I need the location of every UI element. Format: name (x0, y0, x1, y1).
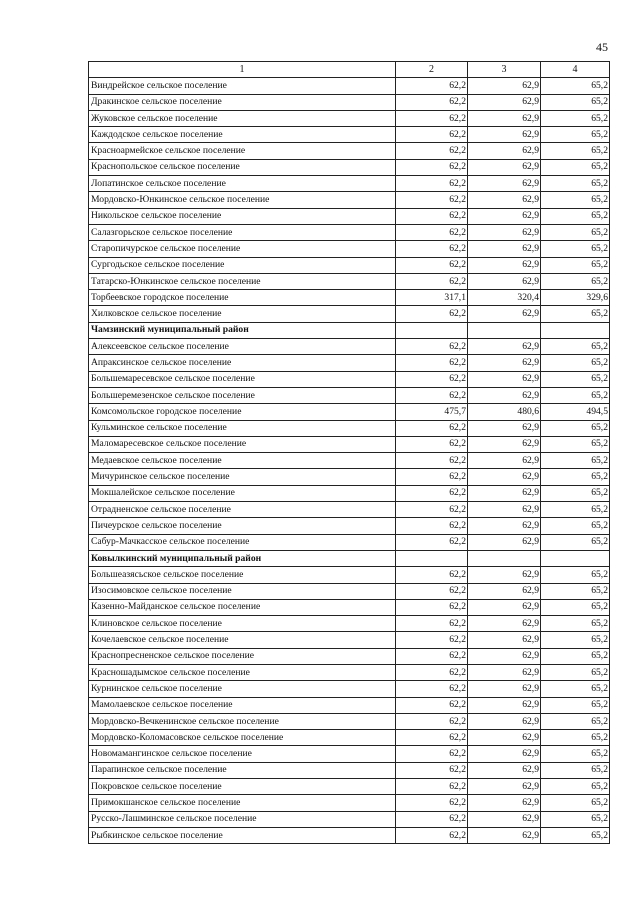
table-row (89, 404, 610, 420)
row-value-cell-4: 65,2 (541, 616, 610, 632)
table-row (89, 159, 610, 175)
table-row (89, 518, 610, 534)
row-value-cell-3: 62,9 (468, 436, 541, 452)
row-value-cell-2: 317,1 (396, 290, 468, 306)
table-row (89, 762, 610, 778)
row-name-cell: Ковылкинский муниципальный район (89, 550, 396, 566)
row-value-cell-2: 62,2 (396, 127, 468, 143)
row-value-cell-3: 62,9 (468, 127, 541, 143)
table-row (89, 534, 610, 550)
row-name-cell: Мичуринское сельское поселение (89, 469, 396, 485)
row-value-cell-2: 62,2 (396, 159, 468, 175)
row-name-cell: Мордовско-Коломасовское сельское поселение (89, 730, 396, 746)
row-value-cell-3: 62,9 (468, 387, 541, 403)
table-row (89, 697, 610, 713)
row-value-cell-3: 62,9 (468, 192, 541, 208)
row-value-cell-4: 65,2 (541, 583, 610, 599)
row-value-cell-3: 62,9 (468, 355, 541, 371)
table-row (89, 567, 610, 583)
row-value-cell-4: 65,2 (541, 273, 610, 289)
row-value-cell-3: 62,9 (468, 681, 541, 697)
table-row (89, 78, 610, 94)
row-name-cell: Примокшанское сельское поселение (89, 795, 396, 811)
row-name-cell: Лопатинское сельское поселение (89, 176, 396, 192)
table-row (89, 176, 610, 192)
table-row (89, 583, 610, 599)
row-value-cell-4: 65,2 (541, 224, 610, 240)
row-value-cell-4: 65,2 (541, 664, 610, 680)
row-value-cell-2: 62,2 (396, 697, 468, 713)
row-value-cell-4: 65,2 (541, 306, 610, 322)
row-name-cell: Хилковское сельское поселение (89, 306, 396, 322)
row-value-cell-4 (541, 322, 610, 338)
row-name-cell: Большемаресевское сельское поселение (89, 371, 396, 387)
table-row (89, 94, 610, 110)
row-value-cell-3: 62,9 (468, 502, 541, 518)
row-name-cell: Виндрейское сельское поселение (89, 78, 396, 94)
row-value-cell-4: 65,2 (541, 730, 610, 746)
row-value-cell-4: 65,2 (541, 143, 610, 159)
row-value-cell-2: 62,2 (396, 648, 468, 664)
row-value-cell-2: 62,2 (396, 534, 468, 550)
row-value-cell-2: 62,2 (396, 713, 468, 729)
row-value-cell-4: 65,2 (541, 176, 610, 192)
row-value-cell-4: 65,2 (541, 78, 610, 94)
row-value-cell-3: 62,9 (468, 224, 541, 240)
row-value-cell-4: 65,2 (541, 697, 610, 713)
row-value-cell-2: 62,2 (396, 567, 468, 583)
row-value-cell-2: 62,2 (396, 420, 468, 436)
row-value-cell-3 (468, 322, 541, 338)
row-name-cell: Изосимовское сельское поселение (89, 583, 396, 599)
table-row (89, 420, 610, 436)
row-name-cell: Сургодьское сельское поселение (89, 257, 396, 273)
row-value-cell-4: 65,2 (541, 795, 610, 811)
row-value-cell-4 (541, 550, 610, 566)
header-cell-1: 1 (89, 62, 396, 78)
row-value-cell-2: 62,2 (396, 762, 468, 778)
row-value-cell-2: 62,2 (396, 94, 468, 110)
table-row (89, 306, 610, 322)
row-value-cell-2: 62,2 (396, 78, 468, 94)
row-name-cell: Чамзинский муниципальный район (89, 322, 396, 338)
section-row (89, 550, 610, 566)
row-name-cell: Татарско-Юнкинское сельское поселение (89, 273, 396, 289)
row-name-cell: Отрадненское сельское поселение (89, 502, 396, 518)
row-value-cell-2: 62,2 (396, 306, 468, 322)
row-value-cell-2: 62,2 (396, 192, 468, 208)
table-row (89, 208, 610, 224)
row-value-cell-2: 62,2 (396, 746, 468, 762)
row-value-cell-3: 62,9 (468, 632, 541, 648)
row-value-cell-3: 62,9 (468, 534, 541, 550)
row-name-cell: Курнинское сельское поселение (89, 681, 396, 697)
row-value-cell-3: 62,9 (468, 273, 541, 289)
row-name-cell: Старопичурское сельское поселение (89, 241, 396, 257)
row-value-cell-2: 62,2 (396, 795, 468, 811)
row-value-cell-3: 62,9 (468, 697, 541, 713)
row-name-cell: Каждодское сельское поселение (89, 127, 396, 143)
row-value-cell-2: 62,2 (396, 176, 468, 192)
row-value-cell-3: 62,9 (468, 339, 541, 355)
table-row (89, 143, 610, 159)
row-value-cell-2: 62,2 (396, 779, 468, 795)
table-row (89, 730, 610, 746)
row-value-cell-4: 65,2 (541, 110, 610, 126)
table-row (89, 257, 610, 273)
row-name-cell: Апраксинское сельское поселение (89, 355, 396, 371)
row-value-cell-2: 62,2 (396, 469, 468, 485)
row-value-cell-2 (396, 550, 468, 566)
table-row (89, 127, 610, 143)
row-name-cell: Кульминское сельское поселение (89, 420, 396, 436)
row-value-cell-3: 62,9 (468, 746, 541, 762)
row-value-cell-4: 65,2 (541, 192, 610, 208)
row-value-cell-3: 62,9 (468, 518, 541, 534)
table-row (89, 632, 610, 648)
table-row (89, 502, 610, 518)
row-value-cell-4: 65,2 (541, 339, 610, 355)
table-row (89, 371, 610, 387)
row-value-cell-4: 65,2 (541, 127, 610, 143)
row-value-cell-2: 62,2 (396, 273, 468, 289)
row-name-cell: Жуковское сельское поселение (89, 110, 396, 126)
row-value-cell-4: 65,2 (541, 387, 610, 403)
row-value-cell-3: 62,9 (468, 485, 541, 501)
row-value-cell-2: 62,2 (396, 339, 468, 355)
row-value-cell-3: 62,9 (468, 664, 541, 680)
row-name-cell: Мамолаевское сельское поселение (89, 697, 396, 713)
row-name-cell: Большеазясьское сельское поселение (89, 567, 396, 583)
row-value-cell-2: 62,2 (396, 485, 468, 501)
row-name-cell: Русско-Лашминское сельское поселение (89, 811, 396, 827)
table-row (89, 811, 610, 827)
section-row (89, 322, 610, 338)
row-value-cell-3: 62,9 (468, 176, 541, 192)
table-row (89, 224, 610, 240)
table-row (89, 469, 610, 485)
row-value-cell-4: 65,2 (541, 567, 610, 583)
row-value-cell-3: 62,9 (468, 469, 541, 485)
row-value-cell-2 (396, 322, 468, 338)
row-value-cell-2: 62,2 (396, 681, 468, 697)
row-value-cell-4: 65,2 (541, 485, 610, 501)
row-value-cell-3: 320,4 (468, 290, 541, 306)
row-value-cell-4: 329,6 (541, 290, 610, 306)
row-value-cell-2: 62,2 (396, 371, 468, 387)
row-value-cell-3: 62,9 (468, 306, 541, 322)
row-value-cell-4: 65,2 (541, 257, 610, 273)
row-name-cell: Красноармейское сельское поселение (89, 143, 396, 159)
row-value-cell-3: 62,9 (468, 567, 541, 583)
row-value-cell-4: 65,2 (541, 518, 610, 534)
table-row (89, 436, 610, 452)
table-row (89, 713, 610, 729)
table-row (89, 648, 610, 664)
table-row (89, 273, 610, 289)
header-cell-4: 4 (541, 62, 610, 78)
table-row (89, 664, 610, 680)
row-value-cell-2: 62,2 (396, 811, 468, 827)
row-value-cell-2: 62,2 (396, 616, 468, 632)
row-value-cell-3: 62,9 (468, 241, 541, 257)
row-value-cell-3: 480,6 (468, 404, 541, 420)
row-value-cell-2: 62,2 (396, 664, 468, 680)
row-value-cell-3 (468, 550, 541, 566)
table-row (89, 241, 610, 257)
table-row (89, 616, 610, 632)
row-value-cell-2: 62,2 (396, 502, 468, 518)
row-name-cell: Кочелаевское сельское поселение (89, 632, 396, 648)
table-row (89, 681, 610, 697)
row-value-cell-2: 62,2 (396, 387, 468, 403)
row-value-cell-3: 62,9 (468, 762, 541, 778)
row-value-cell-3: 62,9 (468, 730, 541, 746)
row-value-cell-2: 62,2 (396, 453, 468, 469)
row-value-cell-2: 475,7 (396, 404, 468, 420)
table-row (89, 746, 610, 762)
row-value-cell-4: 65,2 (541, 632, 610, 648)
row-name-cell: Большеремезенское сельское поселение (89, 387, 396, 403)
row-value-cell-3: 62,9 (468, 713, 541, 729)
row-value-cell-2: 62,2 (396, 518, 468, 534)
table-row (89, 795, 610, 811)
header-cell-2: 2 (396, 62, 468, 78)
row-value-cell-3: 62,9 (468, 420, 541, 436)
row-value-cell-4: 65,2 (541, 94, 610, 110)
row-name-cell: Клиновское сельское поселение (89, 616, 396, 632)
table-row (89, 827, 610, 843)
row-value-cell-3: 62,9 (468, 78, 541, 94)
row-name-cell: Рыбкинское сельское поселение (89, 827, 396, 843)
row-value-cell-3: 62,9 (468, 779, 541, 795)
data-table (88, 61, 610, 844)
row-name-cell: Медаевское сельское поселение (89, 453, 396, 469)
row-value-cell-3: 62,9 (468, 143, 541, 159)
row-value-cell-2: 62,2 (396, 110, 468, 126)
table-row (89, 290, 610, 306)
row-value-cell-4: 65,2 (541, 159, 610, 175)
row-name-cell: Краснопресненское сельское поселение (89, 648, 396, 664)
row-value-cell-3: 62,9 (468, 616, 541, 632)
header-cell-3: 3 (468, 62, 541, 78)
row-value-cell-3: 62,9 (468, 94, 541, 110)
row-value-cell-2: 62,2 (396, 257, 468, 273)
row-name-cell: Покровское сельское поселение (89, 779, 396, 795)
row-value-cell-4: 65,2 (541, 371, 610, 387)
table-row (89, 110, 610, 126)
row-value-cell-3: 62,9 (468, 811, 541, 827)
row-value-cell-2: 62,2 (396, 632, 468, 648)
row-value-cell-2: 62,2 (396, 355, 468, 371)
table-row (89, 453, 610, 469)
row-name-cell: Пичеурское сельское поселение (89, 518, 396, 534)
page-number: 45 (596, 40, 608, 54)
table-row (89, 779, 610, 795)
row-value-cell-2: 62,2 (396, 436, 468, 452)
row-name-cell: Мокшалейское сельское поселение (89, 485, 396, 501)
table-row (89, 192, 610, 208)
table-row (89, 599, 610, 615)
row-value-cell-3: 62,9 (468, 208, 541, 224)
row-value-cell-2: 62,2 (396, 208, 468, 224)
row-name-cell: Алексеевское сельское поселение (89, 339, 396, 355)
row-value-cell-4: 65,2 (541, 208, 610, 224)
table-row (89, 355, 610, 371)
row-name-cell: Никольское сельское поселение (89, 208, 396, 224)
row-value-cell-3: 62,9 (468, 599, 541, 615)
row-value-cell-2: 62,2 (396, 241, 468, 257)
row-value-cell-3: 62,9 (468, 827, 541, 843)
row-value-cell-4: 65,2 (541, 746, 610, 762)
row-name-cell: Новомамангинское сельское поселение (89, 746, 396, 762)
row-value-cell-4: 65,2 (541, 241, 610, 257)
row-value-cell-3: 62,9 (468, 795, 541, 811)
row-name-cell: Краснопольское сельское поселение (89, 159, 396, 175)
row-name-cell: Дракинское сельское поселение (89, 94, 396, 110)
row-value-cell-4: 65,2 (541, 453, 610, 469)
row-name-cell: Маломаресевское сельское поселение (89, 436, 396, 452)
row-value-cell-2: 62,2 (396, 224, 468, 240)
row-value-cell-4: 65,2 (541, 827, 610, 843)
row-value-cell-4: 65,2 (541, 469, 610, 485)
row-value-cell-2: 62,2 (396, 583, 468, 599)
table-row (89, 387, 610, 403)
row-value-cell-3: 62,9 (468, 371, 541, 387)
row-name-cell: Мордовско-Вечкенинское сельское поселение (89, 713, 396, 729)
row-value-cell-3: 62,9 (468, 110, 541, 126)
row-value-cell-4: 65,2 (541, 436, 610, 452)
row-value-cell-4: 65,2 (541, 779, 610, 795)
row-name-cell: Казенно-Майданское сельское поселение (89, 599, 396, 615)
row-name-cell: Мордовско-Юнкинское сельское поселение (89, 192, 396, 208)
row-value-cell-4: 65,2 (541, 648, 610, 664)
row-value-cell-4: 65,2 (541, 681, 610, 697)
row-value-cell-3: 62,9 (468, 583, 541, 599)
row-name-cell: Красношадымское сельское поселение (89, 664, 396, 680)
table-body (89, 78, 610, 844)
row-value-cell-2: 62,2 (396, 143, 468, 159)
row-value-cell-3: 62,9 (468, 648, 541, 664)
row-value-cell-2: 62,2 (396, 827, 468, 843)
table-header-row (89, 62, 610, 78)
row-name-cell: Парапинское сельское поселение (89, 762, 396, 778)
row-name-cell: Торбеевское городское поселение (89, 290, 396, 306)
row-value-cell-3: 62,9 (468, 159, 541, 175)
row-value-cell-4: 65,2 (541, 502, 610, 518)
row-value-cell-4: 65,2 (541, 534, 610, 550)
row-name-cell: Комсомольское городское поселение (89, 404, 396, 420)
row-value-cell-4: 65,2 (541, 599, 610, 615)
row-value-cell-4: 65,2 (541, 811, 610, 827)
row-value-cell-4: 494,5 (541, 404, 610, 420)
row-name-cell: Салазгорьское сельское поселение (89, 224, 396, 240)
table-row (89, 485, 610, 501)
row-value-cell-3: 62,9 (468, 257, 541, 273)
row-value-cell-3: 62,9 (468, 453, 541, 469)
table-row (89, 339, 610, 355)
row-value-cell-4: 65,2 (541, 713, 610, 729)
row-value-cell-4: 65,2 (541, 762, 610, 778)
row-value-cell-4: 65,2 (541, 420, 610, 436)
row-value-cell-2: 62,2 (396, 599, 468, 615)
row-value-cell-4: 65,2 (541, 355, 610, 371)
row-value-cell-2: 62,2 (396, 730, 468, 746)
row-name-cell: Сабур-Мачкасское сельское поселение (89, 534, 396, 550)
